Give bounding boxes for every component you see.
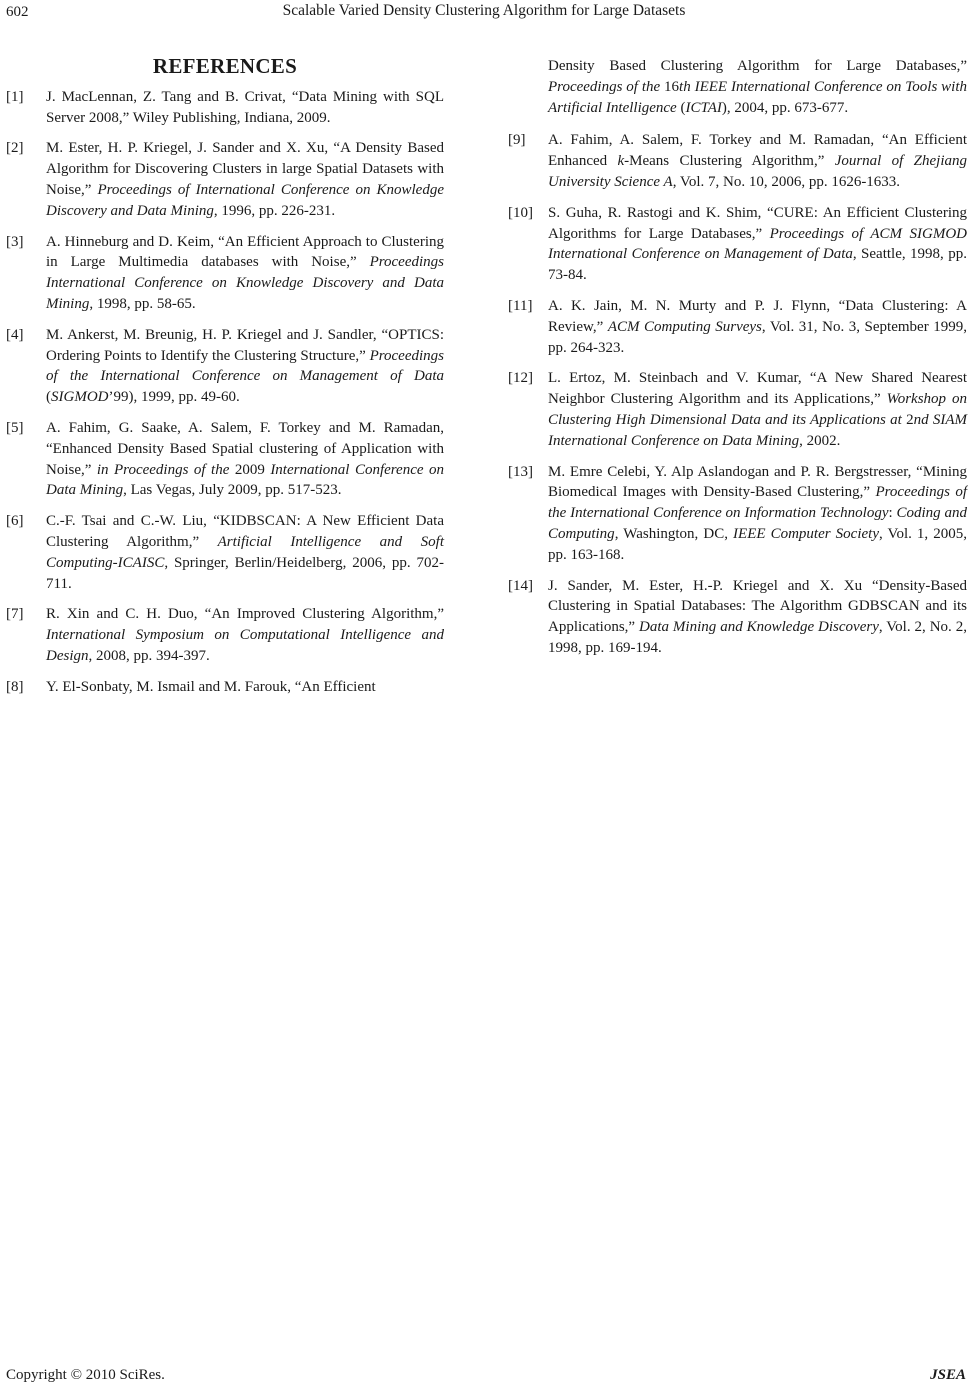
reference-italic-segment: International Symposium on Computational Intelligence and Design <box>46 627 444 664</box>
reference-segment: 2 <box>901 411 914 428</box>
reference-number: [2] <box>6 140 24 157</box>
reference-item <box>508 462 967 566</box>
reference-italic-segment: Data Mining and Knowledge Discovery <box>639 619 879 636</box>
reference-segment: , 2008, pp. 394-397. <box>88 647 210 664</box>
reference-segment: S. Guha, R. Rastogi and K. Shim, “CURE: An Efficient Clustering Algorithms for Large Databases,” <box>548 204 967 242</box>
reference-text <box>548 368 967 451</box>
reference-segment: , Vol. 1, 2005, pp. 163-168. <box>548 525 968 563</box>
reference-number: [12] <box>508 370 533 387</box>
reference-segment: , 2002. <box>799 432 841 449</box>
reference-text <box>46 604 444 666</box>
reference-segment: , 1998, pp. 58-65. <box>89 295 196 312</box>
reference-segment: M. Ankerst, M. Breunig, H. P. Kriegel and J. Sandler, “OPTICS: Ordering Points to Identify the Clustering Structure,” <box>46 326 444 364</box>
reference-italic-segment: Workshop on Clustering High Dimensional Data and its Applications at <box>548 391 967 428</box>
ref-list-left <box>6 87 444 698</box>
reference-segment: , Las Vegas, July 2009, pp. 517-523. <box>123 482 342 499</box>
reference-segment: Density Based Clustering Algorithm for Large Databases,” <box>548 58 967 74</box>
reference-item <box>508 576 967 659</box>
reference-segment: J. Sander, M. Ester, H.-P. Kriegel and X. Xu “Density-Based Clustering in Spatial Databases: The Algorithm GDBSCAN and its Applications,” <box>548 577 967 636</box>
reference-item <box>508 296 967 358</box>
reference-text <box>548 462 967 566</box>
reference-italic-segment: International Conference on Data Mining <box>46 461 444 499</box>
reference-segment: , Washington, DC, <box>614 525 734 542</box>
reference-number: [1] <box>6 88 24 105</box>
reference-segment: A. Fahim, A. Salem, F. Torkey and M. Ramadan, “An Efficient Enhanced <box>548 132 967 170</box>
reference-item <box>508 368 967 451</box>
reference-text <box>46 325 444 408</box>
footer-copyright: Copyright © 2010 SciRes. <box>6 1367 165 1383</box>
reference-text <box>46 138 444 221</box>
reference-number: [7] <box>6 606 24 623</box>
reference-segment: -Means Clustering Algorithm,” <box>624 153 835 170</box>
reference-segment: L. Ertoz, M. Steinbach and V. Kumar, “A New Shared Nearest Neighbor Clustering Algorithm and its Applications,” <box>548 370 967 408</box>
reference-segment: , Springer, Berlin/Heidelberg, 2006, pp. 702-711. <box>46 554 444 592</box>
reference-segment: C.-F. Tsai and C.-W. Liu, “KIDBSCAN: A New Efficient Data Clustering Algorithm,” <box>46 513 444 550</box>
reference-italic-segment: Proceedings of International Conference on Knowledge Discovery and Data Mining <box>46 181 445 219</box>
reference-italic-segment: SIGMOD <box>51 389 109 406</box>
reference-item <box>508 203 967 286</box>
reference-text <box>548 296 967 358</box>
reference-item <box>6 511 444 594</box>
reference-text <box>548 576 967 659</box>
reference-segment: 16 <box>660 78 680 95</box>
reference-number: [11] <box>508 297 533 314</box>
reference-segment: R. Xin and C. H. Duo, “An Improved Clustering Algorithm,” <box>46 606 444 623</box>
reference-number <box>508 56 548 118</box>
reference-italic-segment: Proceedings of the <box>548 78 661 95</box>
reference-segment: A. Hinneburg and D. Keim, “An Efficient Approach to Clustering in Large Multimedia databases with Noise,” <box>46 233 444 271</box>
reference-segment: , Vol. 2, No. 2, 1998, pp. 169-194. <box>548 619 967 656</box>
reference-text <box>548 56 967 118</box>
reference-italic-segment: Artificial Intelligence and Soft Computing-ICAISC <box>46 533 445 571</box>
reference-item <box>6 87 444 129</box>
reference-number: [3] <box>6 233 24 250</box>
reference-italic-segment: k <box>617 153 625 170</box>
reference-item <box>6 138 444 221</box>
reference-segment: , Vol. 7, No. 10, 2006, pp. 1626-1633. <box>672 173 901 190</box>
reference-item <box>6 232 444 315</box>
reference-segment: : <box>888 505 897 522</box>
reference-italic-segment: Proceedings of ACM SIGMOD International Conference on Management of Data <box>548 225 967 263</box>
reference-italic-segment: ACM Computing Surveys <box>607 318 762 335</box>
reference-segment: Y. El-Sonbaty, M. Ismail and M. Farouk, “An Efficient <box>46 678 376 695</box>
footer-journal: JSEA <box>930 1367 966 1383</box>
reference-italic-segment: Proceedings International Conference on Knowledge Discovery and Data Mining <box>46 254 444 312</box>
running-title: Scalable Varied Density Clustering Algorithm for Large Datasets <box>282 2 686 19</box>
reference-segment: ( <box>46 389 51 406</box>
reference-italic-segment: IEEE Computer Society <box>733 525 879 542</box>
reference-number: [14] <box>508 577 533 594</box>
reference-text <box>548 130 967 192</box>
reference-segment: ’99), 1999, pp. 49-60. <box>108 389 240 406</box>
reference-number: [5] <box>6 419 24 436</box>
reference-segment: M. Emre Celebi, Y. Alp Aslandogan and P. R. Bergstresser, “Mining Biomedical Images with Density-Based Clustering,” <box>548 463 967 501</box>
reference-text <box>46 418 444 501</box>
reference-italic-segment: ICTAI <box>685 99 722 116</box>
reference-segment: M. Ester, H. P. Kriegel, J. Sander and X. Xu, “A Density Based Algorithm for Discovering Clusters in large Spatial Datasets with Noise,” <box>46 140 444 198</box>
reference-segment: , Vol. 31, No. 3, September 1999, pp. 264-323. <box>548 318 967 356</box>
reference-item <box>508 56 967 118</box>
reference-segment: ), 2004, pp. 673-677. <box>721 99 849 116</box>
reference-text <box>46 232 444 315</box>
reference-number: [10] <box>508 204 533 221</box>
right-column <box>508 56 967 669</box>
reference-segment: A. K. Jain, M. N. Murty and P. J. Flynn, “Data Clustering: A Review,” <box>548 297 967 335</box>
reference-number: [6] <box>6 513 24 530</box>
reference-segment: ( <box>676 99 686 116</box>
reference-item <box>6 325 444 408</box>
reference-number: [8] <box>6 678 24 695</box>
reference-text <box>46 677 444 698</box>
reference-italic-segment: Proceedings of the International Conference on Management of Data <box>46 347 444 385</box>
reference-segment: , Seattle, 1998, pp. 73-84. <box>548 246 967 284</box>
reference-item <box>508 130 967 192</box>
reference-number: [4] <box>6 326 24 343</box>
left-column <box>6 52 444 698</box>
reference-italic-segment: th IEEE International Conference on Tools with Artificial Intelligence <box>548 78 967 116</box>
reference-number: [9] <box>508 132 526 149</box>
page-number: 602 <box>6 4 29 20</box>
references-heading: REFERENCES <box>152 54 298 78</box>
reference-segment: 2009 <box>229 461 271 478</box>
reference-number: [13] <box>508 463 533 480</box>
reference-segment: , 1996, pp. 226-231. <box>213 202 336 219</box>
reference-italic-segment: Coding and Computing <box>548 505 967 542</box>
reference-text <box>548 203 967 286</box>
reference-segment: J. MacLennan, Z. Tang and B. Crivat, “Data Mining with SQL Server 2008,” Wiley Publishing, Indiana, 2009. <box>46 88 444 126</box>
reference-item <box>6 604 444 666</box>
reference-italic-segment: Journal of Zhejiang University Science A <box>548 153 968 190</box>
reference-italic-segment: nd SIAM International Conference on Data Mining <box>548 411 968 449</box>
ref-list-right <box>508 56 967 659</box>
reference-segment: A. Fahim, G. Saake, A. Salem, F. Torkey and M. Ramadan, “Enhanced Density Based Spatial clustering of Application with Noise,” <box>46 419 444 478</box>
reference-item <box>6 418 444 501</box>
reference-item <box>6 677 444 698</box>
reference-italic-segment: in Proceedings of the <box>96 461 230 478</box>
reference-text <box>46 87 444 129</box>
reference-italic-segment: Proceedings of the International Conference on Information Technology <box>548 484 967 522</box>
reference-text <box>46 511 444 594</box>
